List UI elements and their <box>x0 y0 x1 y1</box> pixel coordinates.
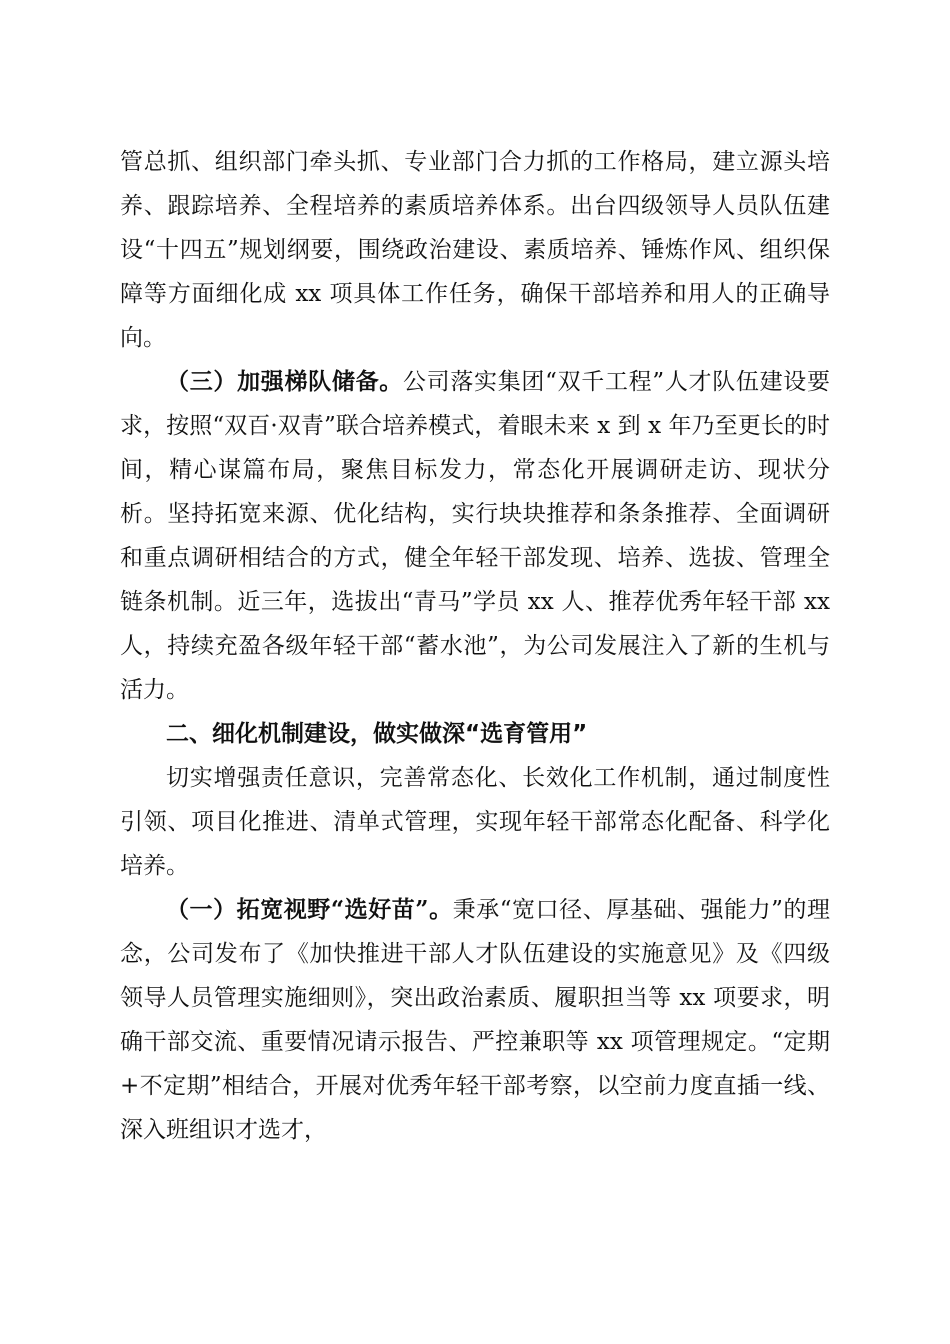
section-heading: 二、细化机制建设，做实做深“选育管用” <box>166 721 588 747</box>
paragraph-section-1 <box>120 888 830 1152</box>
paragraph-intro <box>120 756 830 888</box>
paragraph-text: 公司落实集团“双千工程”人才队伍建设要求，按照“双百·双青”联合培养模式，着眼未来 x 到 x 年乃至更长的时间，精心谋篇布局，聚焦目标发力，常态化开展调研走访、现状分析。坚持拓宽来源、优化结构，实行块块推荐和条条推荐、全面调研和重点调研相结合的方式，健全年轻干部发现、培养、选拔、管理全链条机制。近三年，选拔出“青马”学员 xx 人、推荐优秀年轻干部 xx 人，持续充盈各级年轻干部“蓄水池”，为公司发展注入了新的生机与活力。 <box>120 369 830 703</box>
paragraph-section-3 <box>120 360 830 712</box>
paragraph-text: 切实增强责任意识，完善常态化、长效化工作机制，通过制度性引领、项目化推进、清单式管理，实现年轻干部常态化配备、科学化培养。 <box>120 765 830 879</box>
paragraph-text: 管总抓、组织部门牵头抓、专业部门合力抓的工作格局，建立源头培养、跟踪培养、全程培养的素质培养体系。出台四级领导人员队伍建设“十四五”规划纲要，围绕政治建设、素质培养、锤炼作风、组织保障等方面细化成 xx 项具体工作任务，确保干部培养和用人的正确导向。 <box>120 149 830 351</box>
subheading-text: （三）加强梯队储备。 <box>166 368 403 395</box>
subheading-text: （一）拓宽视野“选好苗”。 <box>166 896 453 923</box>
paragraph-continuation <box>120 140 830 360</box>
document-body <box>120 140 830 1152</box>
paragraph-text: 秉承“宽口径、厚基础、强能力”的理念，公司发布了《加快推进干部人才队伍建设的实施意见》及《四级领导人员管理实施细则》，突出政治素质、履职担当等 xx 项要求，明确干部交流、重要情况请示报告、严控兼职等 xx 项管理规定。“定期+不定期”相结合，开展对优秀年轻干部考察，以空前力度直插一线、深入班组识才选才， <box>120 897 830 1143</box>
